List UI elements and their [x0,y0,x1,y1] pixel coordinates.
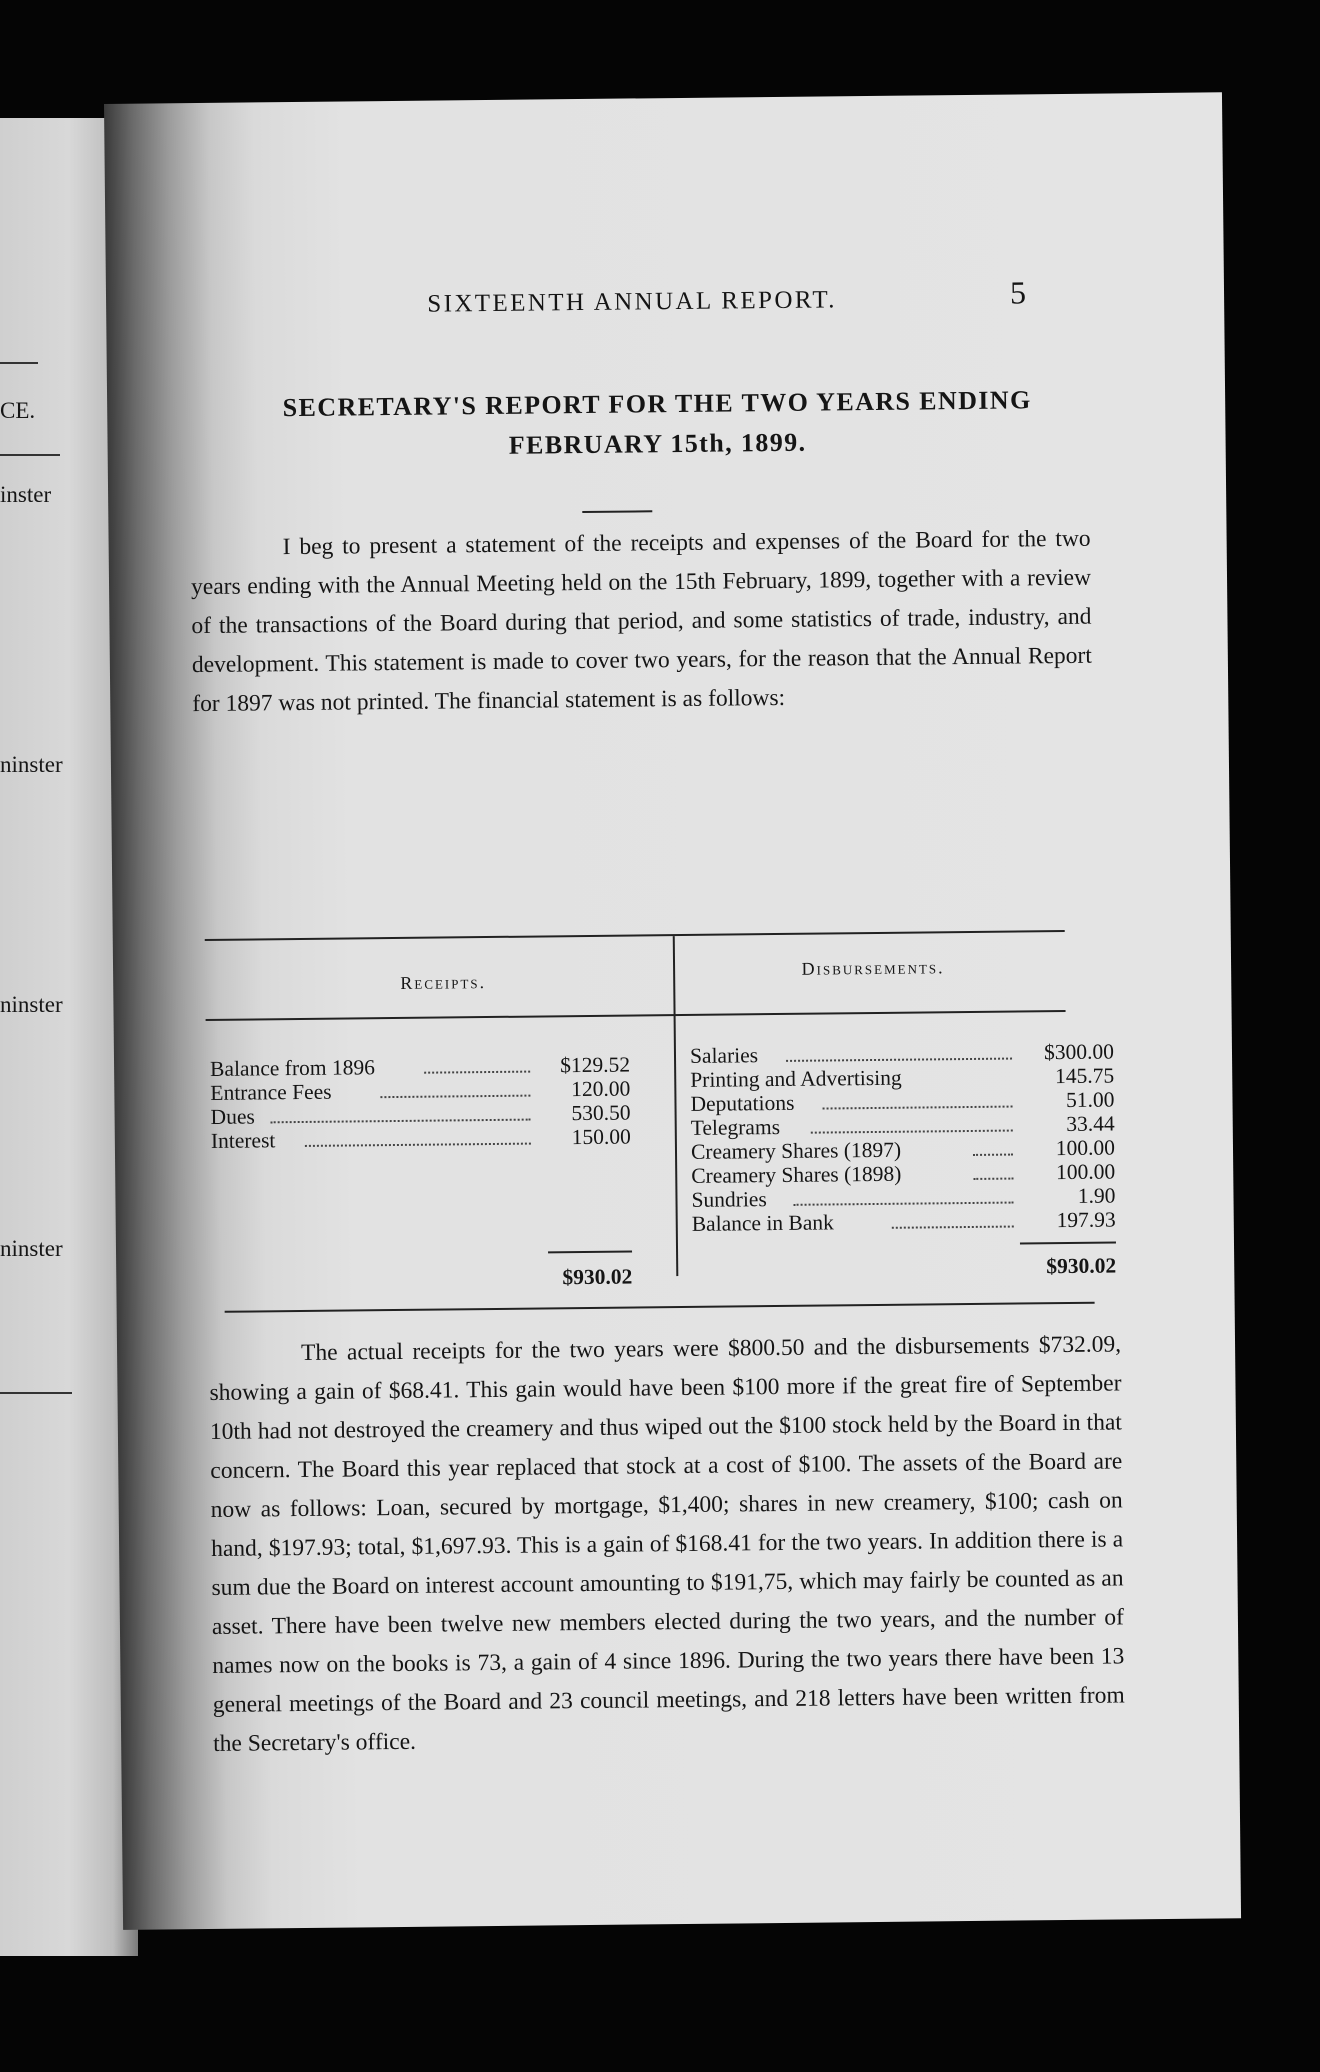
left-page-text: CE. [0,398,36,423]
disbursement-amount: 145.75 [1054,1063,1115,1089]
leader-dots [823,1106,1013,1110]
left-page-rule [0,454,60,456]
disbursement-amount: 51.00 [1065,1087,1115,1112]
leader-dots [786,1058,1012,1062]
leader-dots [811,1130,1013,1134]
disbursement-label: Creamery Shares (1897) [690,1137,902,1164]
heading-line: FEBRUARY 15th, 1899. [508,427,807,460]
disbursement-amount: 1.90 [1077,1183,1116,1208]
left-page-rule [0,1392,72,1394]
receipt-amount: $129.52 [560,1052,631,1078]
leader-dots [892,1226,1014,1229]
leader-dots [380,1095,530,1099]
report-page [104,92,1241,1930]
disbursements-total: $930.02 [1046,1253,1117,1279]
leader-dots [305,1143,531,1147]
disbursement-row [689,1039,1115,1068]
disbursement-amount: 100.00 [1055,1135,1116,1161]
receipt-label: Dues [210,1104,255,1129]
running-head: SIXTEENTH ANNUAL REPORT. [427,286,838,318]
table-top-rule [205,930,1065,941]
receipt-row [210,1124,631,1153]
column-divider [673,936,679,1276]
left-page-text: inster [0,482,52,507]
disbursement-label: Creamery Shares (1898) [691,1161,902,1188]
disbursement-amount: 197.93 [1056,1207,1116,1233]
receipts-total: $930.02 [562,1264,633,1290]
receipt-row [209,1052,631,1081]
leader-dots [794,1202,1014,1206]
page-number: 5 [1009,274,1027,311]
disbursement-amount: 100.00 [1055,1159,1116,1185]
left-page-text: ninster [0,1236,63,1261]
disbursement-label: Printing and Advertising [690,1065,902,1092]
left-page-text: ninster [0,992,63,1017]
receipt-amount: 530.50 [571,1100,631,1126]
disbursement-label: Salaries [689,1043,759,1068]
disbursement-label: Sundries [691,1187,767,1212]
heading-rule [582,510,652,513]
leader-dots [973,1154,1013,1156]
intro-paragraph: I beg to present a statement of the receipts and expenses of the Board for the two years ending with the Annual Meeting held on the 15th February, 1899, together with a review of the transactions of the Board during that period, and some statistics of trade, industry, and development. This statement is made to cover two years, for the reason that the Annual Report for 1897 was not printed. The financial statement is as follows: [190,525,1092,718]
receipt-amount: 120.00 [571,1076,631,1102]
receipts-header: Receipts. [400,972,487,993]
disbursement-amount: 33.44 [1066,1111,1115,1136]
receipt-label: Interest [210,1128,276,1153]
disbursements-header: Disbursements. [801,957,945,979]
leader-dots [271,1119,531,1124]
leader-dots [973,1178,1013,1180]
disbursement-label: Balance in Bank [691,1210,834,1236]
disbursement-label: Deputations [690,1090,795,1116]
receipt-amount: 150.00 [571,1124,631,1150]
heading-line: SECRETARY'S REPORT FOR THE TWO YEARS ENDING [282,385,1032,423]
receipts-sum-rule [548,1251,632,1254]
disbursements-sum-rule [1020,1241,1116,1244]
closing-paragraph: The actual receipts for the two years were $800.50 and the disbursements $732.09, showing a gain of $68.41. This gain would have been $100 more if the great fire of September 10th had not destroyed the creamery and thus wiped out the $100 stock held by the Board in that concern. The Board this year replaced that stock at a cost of $100. The assets of the Board are now as follows: Loan, secured by mortgage, $1,400; shares in new creamery, $100; cash on hand, $197.93; total, $1,697.93. This is a gain of $168.41 for the two years. In addition there is a sum due the Board on interest account amounting to $191,75, which may fairly be counted as an asset. There have been twelve new members elected during the two years, and the number of names now on the books is 73, a gain of 4 since 1896. During the two years there have been 13 general meetings of the Board and 23 council meetings, and 218 letters have been written from the Secretary's office. [209,1331,1125,1757]
left-page-text: ninster [0,752,63,777]
receipt-label: Balance from 1896 [209,1055,376,1081]
leader-dots [424,1071,530,1074]
report-heading [217,380,1098,469]
disbursement-amount: $300.00 [1043,1039,1115,1065]
left-page-rule [0,362,38,364]
table-header-rule [206,1010,1066,1021]
table-bottom-rule [225,1302,1095,1313]
disbursement-label: Telegrams [690,1114,781,1140]
receipt-label: Entrance Fees [210,1079,332,1105]
